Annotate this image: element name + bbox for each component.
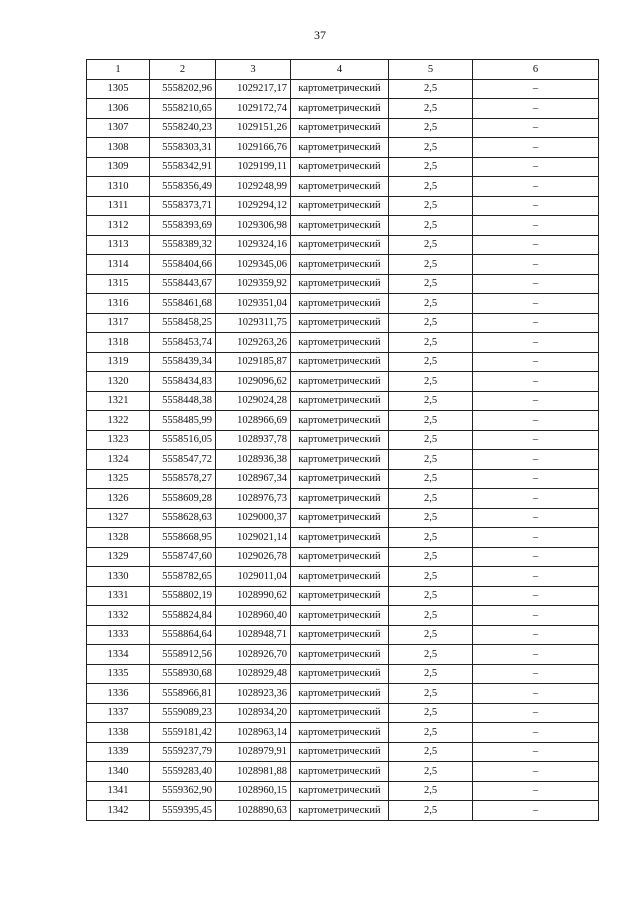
accuracy-cell: 2,5 (389, 235, 473, 255)
point-number-cell: 1326 (87, 489, 150, 509)
accuracy-cell: 2,5 (389, 313, 473, 333)
accuracy-cell: 2,5 (389, 79, 473, 99)
y-coordinate-cell: 1028937,78 (216, 430, 291, 450)
table-row (87, 274, 599, 294)
x-coordinate-cell: 5558668,95 (150, 528, 216, 548)
method-cell: картометрический (291, 450, 389, 470)
point-number-cell: 1331 (87, 586, 150, 606)
method-cell: картометрический (291, 196, 389, 216)
table-row (87, 138, 599, 158)
method-cell: картометрический (291, 430, 389, 450)
table-row (87, 723, 599, 743)
x-coordinate-cell: 5558609,28 (150, 489, 216, 509)
x-coordinate-cell: 5558342,91 (150, 157, 216, 177)
table-row (87, 216, 599, 236)
x-coordinate-cell: 5558439,34 (150, 352, 216, 372)
accuracy-cell: 2,5 (389, 274, 473, 294)
accuracy-cell: 2,5 (389, 430, 473, 450)
column-header-4: 4 (291, 60, 389, 80)
table-row (87, 118, 599, 138)
accuracy-cell: 2,5 (389, 157, 473, 177)
point-number-cell: 1328 (87, 528, 150, 548)
x-coordinate-cell: 5558802,19 (150, 586, 216, 606)
table-row (87, 157, 599, 177)
table-header-row (87, 60, 599, 80)
description-cell: – (473, 411, 599, 431)
table-row (87, 703, 599, 723)
table-row (87, 508, 599, 528)
method-cell: картометрический (291, 528, 389, 548)
method-cell: картометрический (291, 567, 389, 587)
y-coordinate-cell: 1029172,74 (216, 99, 291, 119)
description-cell: – (473, 664, 599, 684)
description-cell: – (473, 235, 599, 255)
method-cell: картометрический (291, 99, 389, 119)
method-cell: картометрический (291, 157, 389, 177)
method-cell: картометрический (291, 508, 389, 528)
method-cell: картометрический (291, 489, 389, 509)
accuracy-cell: 2,5 (389, 138, 473, 158)
x-coordinate-cell: 5558628,63 (150, 508, 216, 528)
description-cell: – (473, 430, 599, 450)
table-row (87, 684, 599, 704)
method-cell: картометрический (291, 703, 389, 723)
x-coordinate-cell: 5559362,90 (150, 781, 216, 801)
x-coordinate-cell: 5558966,81 (150, 684, 216, 704)
table-row (87, 450, 599, 470)
x-coordinate-cell: 5559395,45 (150, 801, 216, 821)
accuracy-cell: 2,5 (389, 508, 473, 528)
point-number-cell: 1308 (87, 138, 150, 158)
table-row (87, 762, 599, 782)
y-coordinate-cell: 1029024,28 (216, 391, 291, 411)
column-header-6: 6 (473, 60, 599, 80)
table-row (87, 196, 599, 216)
x-coordinate-cell: 5558303,31 (150, 138, 216, 158)
y-coordinate-cell: 1029151,26 (216, 118, 291, 138)
x-coordinate-cell: 5558824,84 (150, 606, 216, 626)
method-cell: картометрический (291, 723, 389, 743)
accuracy-cell: 2,5 (389, 586, 473, 606)
y-coordinate-cell: 1029263,26 (216, 333, 291, 353)
y-coordinate-cell: 1028979,91 (216, 742, 291, 762)
accuracy-cell: 2,5 (389, 450, 473, 470)
y-coordinate-cell: 1029248,99 (216, 177, 291, 197)
table-row (87, 79, 599, 99)
y-coordinate-cell: 1028967,34 (216, 469, 291, 489)
method-cell: картометрический (291, 664, 389, 684)
point-number-cell: 1341 (87, 781, 150, 801)
table-row (87, 742, 599, 762)
x-coordinate-cell: 5558578,27 (150, 469, 216, 489)
method-cell: картометрический (291, 762, 389, 782)
description-cell: – (473, 625, 599, 645)
table-row (87, 313, 599, 333)
description-cell: – (473, 352, 599, 372)
accuracy-cell: 2,5 (389, 547, 473, 567)
y-coordinate-cell: 1028963,14 (216, 723, 291, 743)
y-coordinate-cell: 1029311,75 (216, 313, 291, 333)
point-number-cell: 1315 (87, 274, 150, 294)
y-coordinate-cell: 1029345,06 (216, 255, 291, 275)
point-number-cell: 1322 (87, 411, 150, 431)
method-cell: картометрический (291, 274, 389, 294)
accuracy-cell: 2,5 (389, 742, 473, 762)
accuracy-cell: 2,5 (389, 567, 473, 587)
point-number-cell: 1336 (87, 684, 150, 704)
point-number-cell: 1321 (87, 391, 150, 411)
x-coordinate-cell: 5558864,64 (150, 625, 216, 645)
y-coordinate-cell: 1029021,14 (216, 528, 291, 548)
description-cell: – (473, 255, 599, 275)
description-cell: – (473, 196, 599, 216)
y-coordinate-cell: 1028948,71 (216, 625, 291, 645)
description-cell: – (473, 567, 599, 587)
point-number-cell: 1309 (87, 157, 150, 177)
method-cell: картометрический (291, 469, 389, 489)
method-cell: картометрический (291, 606, 389, 626)
description-cell: – (473, 294, 599, 314)
method-cell: картометрический (291, 118, 389, 138)
x-coordinate-cell: 5558453,74 (150, 333, 216, 353)
table-row (87, 528, 599, 548)
column-header-3: 3 (216, 60, 291, 80)
method-cell: картометрический (291, 586, 389, 606)
y-coordinate-cell: 1028926,70 (216, 645, 291, 665)
x-coordinate-cell: 5559283,40 (150, 762, 216, 782)
column-header-1: 1 (87, 60, 150, 80)
description-cell: – (473, 489, 599, 509)
point-number-cell: 1310 (87, 177, 150, 197)
accuracy-cell: 2,5 (389, 411, 473, 431)
point-number-cell: 1330 (87, 567, 150, 587)
accuracy-cell: 2,5 (389, 216, 473, 236)
point-number-cell: 1334 (87, 645, 150, 665)
accuracy-cell: 2,5 (389, 684, 473, 704)
description-cell: – (473, 547, 599, 567)
point-number-cell: 1317 (87, 313, 150, 333)
description-cell: – (473, 742, 599, 762)
table-row (87, 645, 599, 665)
accuracy-cell: 2,5 (389, 762, 473, 782)
point-number-cell: 1335 (87, 664, 150, 684)
table-row (87, 469, 599, 489)
table-row (87, 664, 599, 684)
accuracy-cell: 2,5 (389, 801, 473, 821)
y-coordinate-cell: 1029351,04 (216, 294, 291, 314)
method-cell: картометрический (291, 372, 389, 392)
accuracy-cell: 2,5 (389, 372, 473, 392)
table-row (87, 391, 599, 411)
point-number-cell: 1323 (87, 430, 150, 450)
description-cell: – (473, 606, 599, 626)
method-cell: картометрический (291, 742, 389, 762)
point-number-cell: 1340 (87, 762, 150, 782)
y-coordinate-cell: 1029199,11 (216, 157, 291, 177)
y-coordinate-cell: 1029011,04 (216, 567, 291, 587)
x-coordinate-cell: 5558393,69 (150, 216, 216, 236)
description-cell: – (473, 118, 599, 138)
y-coordinate-cell: 1029306,98 (216, 216, 291, 236)
accuracy-cell: 2,5 (389, 781, 473, 801)
point-number-cell: 1307 (87, 118, 150, 138)
x-coordinate-cell: 5558389,32 (150, 235, 216, 255)
description-cell: – (473, 469, 599, 489)
column-header-5: 5 (389, 60, 473, 80)
table-row (87, 235, 599, 255)
x-coordinate-cell: 5558448,38 (150, 391, 216, 411)
accuracy-cell: 2,5 (389, 333, 473, 353)
point-number-cell: 1325 (87, 469, 150, 489)
page-number: 37 (314, 28, 326, 42)
accuracy-cell: 2,5 (389, 625, 473, 645)
description-cell: – (473, 274, 599, 294)
method-cell: картометрический (291, 255, 389, 275)
table-row (87, 801, 599, 821)
accuracy-cell: 2,5 (389, 645, 473, 665)
point-number-cell: 1314 (87, 255, 150, 275)
point-number-cell: 1312 (87, 216, 150, 236)
table-row (87, 352, 599, 372)
x-coordinate-cell: 5558434,83 (150, 372, 216, 392)
description-cell: – (473, 79, 599, 99)
point-number-cell: 1306 (87, 99, 150, 119)
description-cell: – (473, 762, 599, 782)
y-coordinate-cell: 1029166,76 (216, 138, 291, 158)
point-number-cell: 1337 (87, 703, 150, 723)
y-coordinate-cell: 1028990,62 (216, 586, 291, 606)
description-cell: – (473, 391, 599, 411)
x-coordinate-cell: 5558747,60 (150, 547, 216, 567)
description-cell: – (473, 781, 599, 801)
method-cell: картометрический (291, 625, 389, 645)
method-cell: картометрический (291, 313, 389, 333)
description-cell: – (473, 99, 599, 119)
method-cell: картометрический (291, 547, 389, 567)
accuracy-cell: 2,5 (389, 391, 473, 411)
description-cell: – (473, 216, 599, 236)
description-cell: – (473, 801, 599, 821)
description-cell: – (473, 313, 599, 333)
point-number-cell: 1332 (87, 606, 150, 626)
description-cell: – (473, 372, 599, 392)
description-cell: – (473, 138, 599, 158)
method-cell: картометрический (291, 781, 389, 801)
table-row (87, 411, 599, 431)
point-number-cell: 1329 (87, 547, 150, 567)
description-cell: – (473, 703, 599, 723)
point-number-cell: 1342 (87, 801, 150, 821)
description-cell: – (473, 684, 599, 704)
y-coordinate-cell: 1028890,63 (216, 801, 291, 821)
accuracy-cell: 2,5 (389, 99, 473, 119)
x-coordinate-cell: 5558210,65 (150, 99, 216, 119)
table-row (87, 372, 599, 392)
column-header-2: 2 (150, 60, 216, 80)
x-coordinate-cell: 5558458,25 (150, 313, 216, 333)
x-coordinate-cell: 5558485,99 (150, 411, 216, 431)
description-cell: – (473, 177, 599, 197)
method-cell: картометрический (291, 177, 389, 197)
description-cell: – (473, 586, 599, 606)
x-coordinate-cell: 5558443,67 (150, 274, 216, 294)
table-row (87, 294, 599, 314)
coordinates-table (86, 59, 599, 821)
accuracy-cell: 2,5 (389, 118, 473, 138)
x-coordinate-cell: 5558547,72 (150, 450, 216, 470)
table-row (87, 430, 599, 450)
point-number-cell: 1320 (87, 372, 150, 392)
accuracy-cell: 2,5 (389, 352, 473, 372)
description-cell: – (473, 157, 599, 177)
point-number-cell: 1324 (87, 450, 150, 470)
point-number-cell: 1327 (87, 508, 150, 528)
y-coordinate-cell: 1029000,37 (216, 508, 291, 528)
table-row (87, 567, 599, 587)
table-row (87, 606, 599, 626)
table-row (87, 489, 599, 509)
point-number-cell: 1319 (87, 352, 150, 372)
description-cell: – (473, 723, 599, 743)
description-cell: – (473, 645, 599, 665)
accuracy-cell: 2,5 (389, 255, 473, 275)
y-coordinate-cell: 1029294,12 (216, 196, 291, 216)
description-cell: – (473, 508, 599, 528)
table-row (87, 547, 599, 567)
table-row (87, 177, 599, 197)
table-row (87, 333, 599, 353)
x-coordinate-cell: 5558240,23 (150, 118, 216, 138)
method-cell: картометрический (291, 216, 389, 236)
x-coordinate-cell: 5558202,96 (150, 79, 216, 99)
accuracy-cell: 2,5 (389, 606, 473, 626)
y-coordinate-cell: 1028929,48 (216, 664, 291, 684)
x-coordinate-cell: 5558461,68 (150, 294, 216, 314)
y-coordinate-cell: 1028936,38 (216, 450, 291, 470)
method-cell: картометрический (291, 235, 389, 255)
x-coordinate-cell: 5558373,71 (150, 196, 216, 216)
point-number-cell: 1318 (87, 333, 150, 353)
method-cell: картометрический (291, 391, 389, 411)
point-number-cell: 1305 (87, 79, 150, 99)
y-coordinate-cell: 1029324,16 (216, 235, 291, 255)
y-coordinate-cell: 1028976,73 (216, 489, 291, 509)
accuracy-cell: 2,5 (389, 489, 473, 509)
y-coordinate-cell: 1028966,69 (216, 411, 291, 431)
y-coordinate-cell: 1028934,20 (216, 703, 291, 723)
point-number-cell: 1311 (87, 196, 150, 216)
y-coordinate-cell: 1028960,15 (216, 781, 291, 801)
accuracy-cell: 2,5 (389, 703, 473, 723)
accuracy-cell: 2,5 (389, 528, 473, 548)
table-row (87, 255, 599, 275)
point-number-cell: 1338 (87, 723, 150, 743)
accuracy-cell: 2,5 (389, 177, 473, 197)
x-coordinate-cell: 5559237,79 (150, 742, 216, 762)
y-coordinate-cell: 1028923,36 (216, 684, 291, 704)
method-cell: картометрический (291, 801, 389, 821)
method-cell: картометрический (291, 684, 389, 704)
x-coordinate-cell: 5558912,56 (150, 645, 216, 665)
accuracy-cell: 2,5 (389, 723, 473, 743)
y-coordinate-cell: 1029096,62 (216, 372, 291, 392)
point-number-cell: 1316 (87, 294, 150, 314)
point-number-cell: 1313 (87, 235, 150, 255)
method-cell: картометрический (291, 333, 389, 353)
x-coordinate-cell: 5559089,23 (150, 703, 216, 723)
accuracy-cell: 2,5 (389, 294, 473, 314)
accuracy-cell: 2,5 (389, 196, 473, 216)
y-coordinate-cell: 1029217,17 (216, 79, 291, 99)
x-coordinate-cell: 5558516,05 (150, 430, 216, 450)
description-cell: – (473, 450, 599, 470)
table-row (87, 781, 599, 801)
method-cell: картометрический (291, 138, 389, 158)
point-number-cell: 1339 (87, 742, 150, 762)
description-cell: – (473, 528, 599, 548)
method-cell: картометрический (291, 645, 389, 665)
y-coordinate-cell: 1028960,40 (216, 606, 291, 626)
accuracy-cell: 2,5 (389, 664, 473, 684)
point-number-cell: 1333 (87, 625, 150, 645)
y-coordinate-cell: 1028981,88 (216, 762, 291, 782)
accuracy-cell: 2,5 (389, 469, 473, 489)
x-coordinate-cell: 5558930,68 (150, 664, 216, 684)
table-row (87, 586, 599, 606)
method-cell: картометрический (291, 352, 389, 372)
y-coordinate-cell: 1029359,92 (216, 274, 291, 294)
x-coordinate-cell: 5558356,49 (150, 177, 216, 197)
method-cell: картометрический (291, 79, 389, 99)
x-coordinate-cell: 5558404,66 (150, 255, 216, 275)
method-cell: картометрический (291, 411, 389, 431)
x-coordinate-cell: 5559181,42 (150, 723, 216, 743)
description-cell: – (473, 333, 599, 353)
table-row (87, 625, 599, 645)
x-coordinate-cell: 5558782,65 (150, 567, 216, 587)
method-cell: картометрический (291, 294, 389, 314)
y-coordinate-cell: 1029185,87 (216, 352, 291, 372)
table-row (87, 99, 599, 119)
y-coordinate-cell: 1029026,78 (216, 547, 291, 567)
